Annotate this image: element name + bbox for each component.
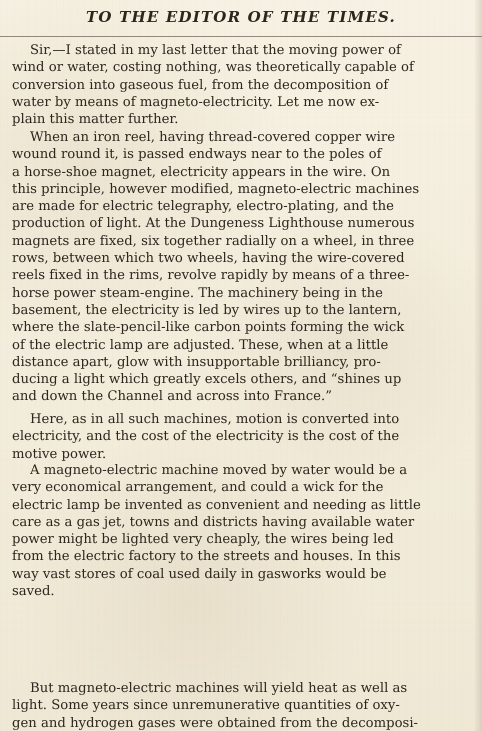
paragraph-2: [12, 129, 474, 406]
paragraph-3: [12, 411, 474, 463]
paragraph-line: basement, the electricity is led by wires up to the lantern,: [12, 302, 402, 318]
paragraph-line: very economical arrangement, and could a wick for the: [12, 480, 384, 496]
paragraph-line: electric lamp be invented as convenient and needing as little: [12, 497, 421, 513]
paragraph-line: Here, as in all such machines, motion is converted into: [30, 412, 400, 427]
page-edge-shadow: [474, 0, 482, 731]
paragraph-line: this principle, however modified, magneto-electric machines: [12, 181, 420, 197]
paragraph-line: are made for electric telegraphy, electro-plating, and the: [12, 199, 394, 215]
paragraph-line: plain this matter further.: [12, 112, 179, 128]
paragraph-line: and down the Channel and across into France.”: [12, 389, 332, 405]
paragraph-line: wound round it, is passed endways near to the poles of: [12, 147, 382, 163]
paragraph-line: way vast stores of coal used daily in gasworks would be: [12, 566, 387, 582]
paragraph-line: magnets are fixed, six together radially on a wheel, in three: [12, 233, 415, 249]
paragraph-line: rows, between which two wheels, having the wire-covered: [12, 251, 405, 267]
paragraph-line: care as a gas jet, towns and districts having available water: [12, 514, 415, 530]
paragraph-5: [12, 680, 474, 731]
paragraph-line: light. Some years since unremunerative quantities of oxy-: [12, 698, 400, 714]
paragraph-line: production of light. At the Dungeness Lighthouse numerous: [12, 216, 415, 232]
paragraph-line: conversion into gaseous fuel, from the decomposition of: [12, 77, 389, 93]
paragraph-line: a horse-shoe magnet, electricity appears in the wire. On: [12, 164, 391, 180]
paragraph-line: saved.: [12, 584, 55, 600]
title-divider: [0, 36, 482, 37]
paragraph-line: motive power.: [12, 446, 107, 462]
paragraph-line: gen and hydrogen gases were obtained from the decomposi-: [12, 715, 419, 731]
paragraph-line: distance apart, glow with insupportable brilliancy, pro-: [12, 354, 381, 370]
paragraph-line: wind or water, costing nothing, was theoretically capable of: [12, 60, 414, 76]
paragraph-line: power might be lighted very cheaply, the wires being led: [12, 532, 394, 548]
paragraph-1: [12, 42, 474, 128]
paragraph-line: A magneto-electric machine moved by water would be a: [30, 463, 408, 478]
paragraph-line: electricity, and the cost of the electricity is the cost of the: [12, 429, 400, 445]
paragraph-line: water by means of magneto-electricity. Let me now ex-: [12, 94, 380, 110]
paragraph-line: When an iron reel, having thread-covered copper wire: [30, 130, 396, 145]
page-title: TO THE EDITOR OF THE TIMES.: [86, 8, 396, 26]
paragraph-line: ducing a light which greatly excels others, and “shines up: [12, 372, 402, 388]
paragraph-line: But magneto-electric machines will yield heat as well as: [30, 681, 408, 696]
paragraph-line: from the electric factory to the streets and houses. In this: [12, 549, 401, 565]
paragraph-line: of the electric lamp are adjusted. These, when at a little: [12, 337, 389, 353]
paragraph-line: Sir,—I stated in my last letter that the moving power of: [30, 43, 401, 58]
paragraph-line: where the slate-pencil-like carbon points forming the wick: [12, 320, 405, 336]
paragraph-line: horse power steam-engine. The machinery being in the: [12, 285, 383, 301]
paragraph-line: reels fixed in the rims, revolve rapidly by means of a three-: [12, 268, 410, 284]
paragraph-4: [12, 462, 474, 600]
